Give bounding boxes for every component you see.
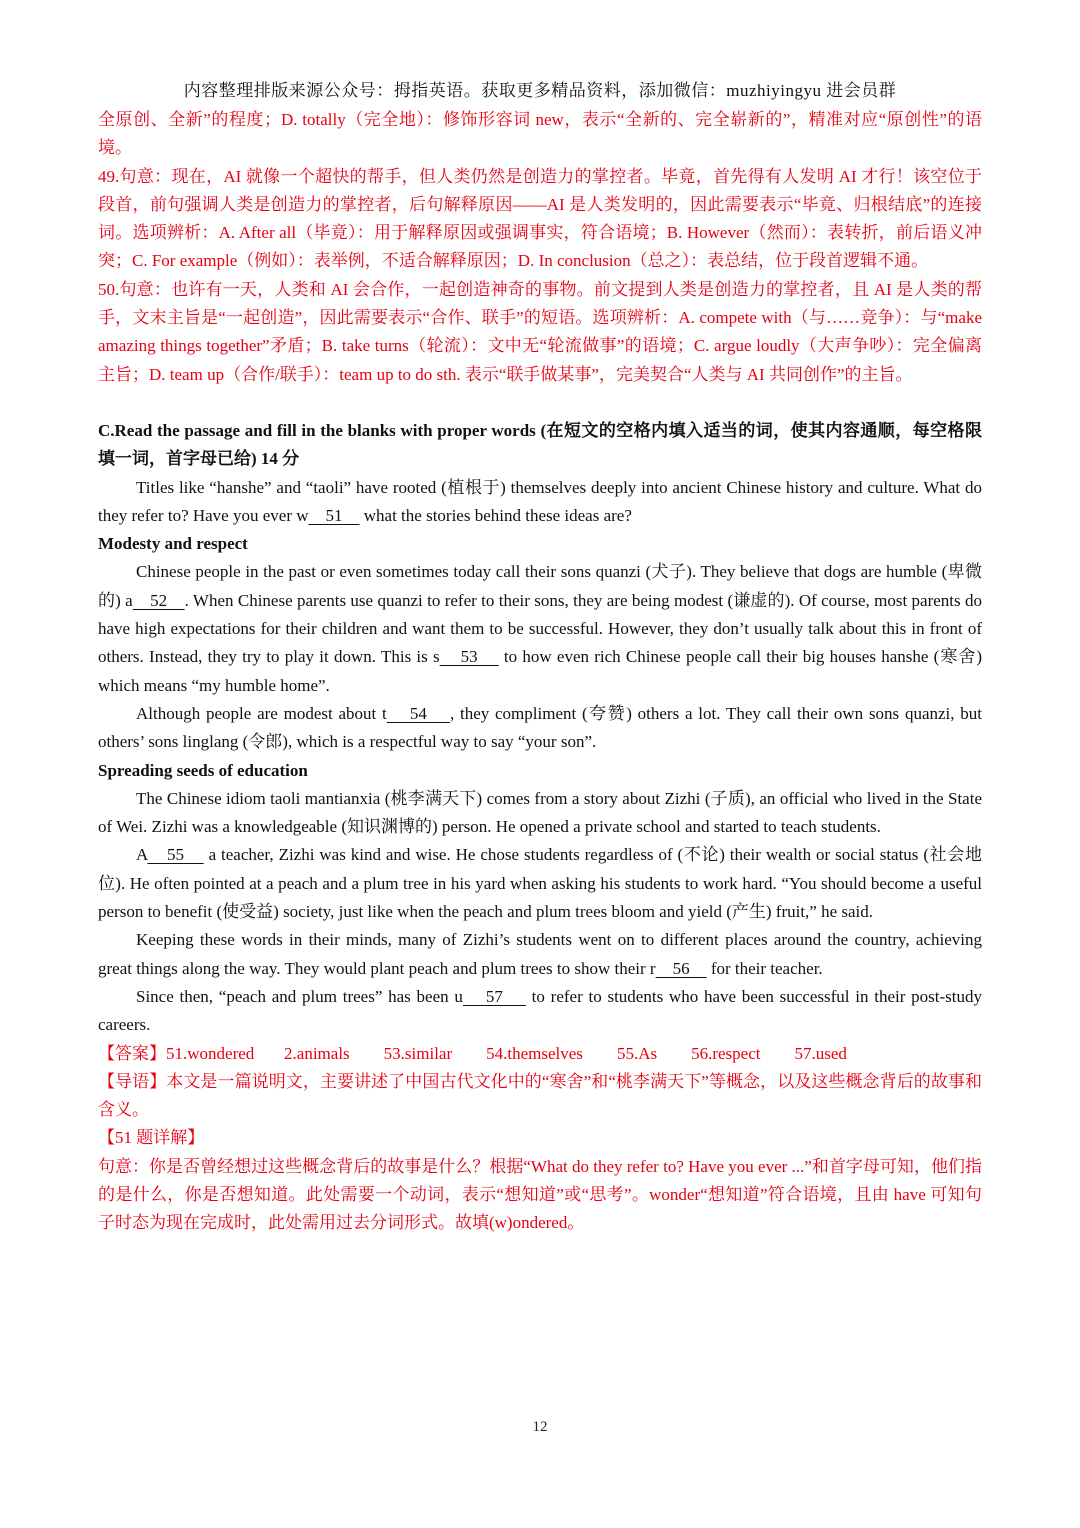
explanation-49: 49.句意：现在，AI 就像一个超快的帮手，但人类仍然是创造力的掌控者。毕竟，首先得有人发明 AI 才行！该空位于段首，前句强调人类是创造力的掌控者，后句解释原因——AI 是人类发明的，因此需要表示“毕竟、归根结底”的连接词。选项辨析：A. After all（毕竟）：用于解释原因或强调事实，符合语境；B. However（然而）：表转折，前后语义冲突；C. For example（例如）：表举例，不适合解释原因；D. In conclusion（总之）：表总结，位于段首逻辑不通。 xyxy=(98,166,982,271)
answer-item: 54.themselves xyxy=(486,1043,583,1063)
answer-item: 51.wondered xyxy=(166,1043,255,1063)
blank-54: 54 xyxy=(386,703,450,723)
passage-paragraph-6: Keeping these words in their minds, many of Zizhi’s students went on to different places around the country, achieving great things along the way. They would plant peach and plum trees to show their r 56 for their teacher. xyxy=(98,930,982,978)
explanation-50: 50.句意：也许有一天，人类和 AI 会合作，一起创造神奇的事物。前文提到人类是创造力的掌控者，且 AI 是人类的帮手，文末主旨是“一起创造”，因此需要表示“合作、联手”的短语。选项辨析：A. compete with（与……竞争）：与“make amazing things together”矛盾；B. take turns（轮流）：文中无“轮流做事”的语境；C. argue loudly（大声争吵）：完全偏离主旨；D. team up（合作/联手）：team up to do sth. 表示“联手做某事”，完美契合“人类与 AI 共同创作”的主旨。 xyxy=(98,279,982,384)
section-c-title-en: C.Read the passage and fill in the blanks with proper words xyxy=(98,420,541,440)
blank-56: 56 xyxy=(655,958,707,978)
blank-57: 57 xyxy=(462,986,526,1006)
page-content xyxy=(98,106,982,1238)
passage-paragraph-7: Since then, “peach and plum trees” has been u 57 to refer to students who have been successful in their post-study careers. xyxy=(98,986,982,1035)
section-c-title-cn: (在短文的空格内填入适当的词，使其内容通顺，每空格限填一词，首字母已给) 14 分 xyxy=(98,420,982,469)
answer-item: 2.animals xyxy=(284,1043,350,1063)
blank-52: 52 xyxy=(132,590,185,610)
passage-paragraph-3: Although people are modest about t 54 , they compliment (夸赞) others a lot. They call their own sons quanzi, but others’ sons linglang (令郎), which is a respectful way to say “your son”. xyxy=(98,703,983,752)
passage-paragraph-1: Titles like “hanshe” and “taoli” have rooted (植根于) themselves deeply into ancient Chinese history and culture. What do they refer to? Have you ever w 51 what the stories behind these ideas are? xyxy=(98,477,982,525)
blank-53: 53 xyxy=(439,647,499,667)
answer-item: 53.similar xyxy=(383,1043,453,1063)
passage-paragraph-4: The Chinese idiom taoli mantianxia (桃李满天下) comes from a story about Zizhi (子质), an official who lived in the State of Wei. Zizhi was a knowledgeable (知识渊博的) person. He opened a private school and started to teach students. xyxy=(98,788,982,837)
answer-item: 55.As xyxy=(616,1043,658,1063)
passage-paragraph-2: Chinese people in the past or even sometimes today call their sons quanzi (犬子). They believe that dogs are humble (卑微的) a 52 . When Chinese parents use quanzi to refer to their sons, they are being modest (谦虚的). Of course, most parents do have high expectations for their children and want them to be successful. However, they don’t usually talk about this in front of others. Instead, they try to play it down. This is s 53 to how even rich Chinese people call their big houses hanshe (寒舍) which means “my humble home”. xyxy=(98,562,982,695)
section-c-heading xyxy=(98,417,982,474)
subheading-education: Spreading seeds of education xyxy=(98,760,308,780)
detail-51-title: 【51 题详解】 xyxy=(98,1128,205,1148)
explanation-48-continued: 全原创、全新”的程度；D. totally（完全地）：修饰形容词 new，表示“全新的、完全崭新的”，精准对应“原创性”的语境。 xyxy=(98,110,982,158)
answer-label: 【答案】 xyxy=(98,1043,166,1063)
answer-key xyxy=(98,1040,982,1068)
page-number: 12 xyxy=(532,1419,548,1435)
passage-paragraph-5: A 55 a teacher, Zizhi was kind and wise. He chose students regardless of (不论) their wealth or social status (社会地位). He often pointed at a peach and a plum tree in his yard when asking his students to work hard. “You should become a useful person to benefit (使受益) society, just like when the peach and plum trees bloom and yield (产生) fruit,” he said. xyxy=(98,845,982,922)
answer-item: 57.used xyxy=(794,1043,847,1063)
blank-51: 51 xyxy=(308,505,360,525)
subheading-modesty: Modesty and respect xyxy=(98,534,248,554)
page-header: 内容整理排版来源公众号：拇指英语。获取更多精品资料，添加微信：muzhiyingyu 进会员群 xyxy=(183,81,897,100)
answer-item: 56.respect xyxy=(691,1043,761,1063)
blank-55: 55 xyxy=(147,845,204,865)
detail-51-text: 句意：你是否曾经想过这些概念背后的故事是什么？根据“What do they refer to? Have you ever ...”和首字母可知，他们指的是什么，你是否想知道。此处需要一个动词，表示“想知道”或“思考”。wonder“想知道”符合语境，且由 have 可知句子时态为现在完成时，此处需用过去分词形式。故填(w)ondered。 xyxy=(98,1156,982,1233)
guide-text: 【导语】本文是一篇说明文，主要讲述了中国古代文化中的“寒舍”和“桃李满天下”等概念，以及这些概念背后的故事和含义。 xyxy=(98,1071,982,1120)
